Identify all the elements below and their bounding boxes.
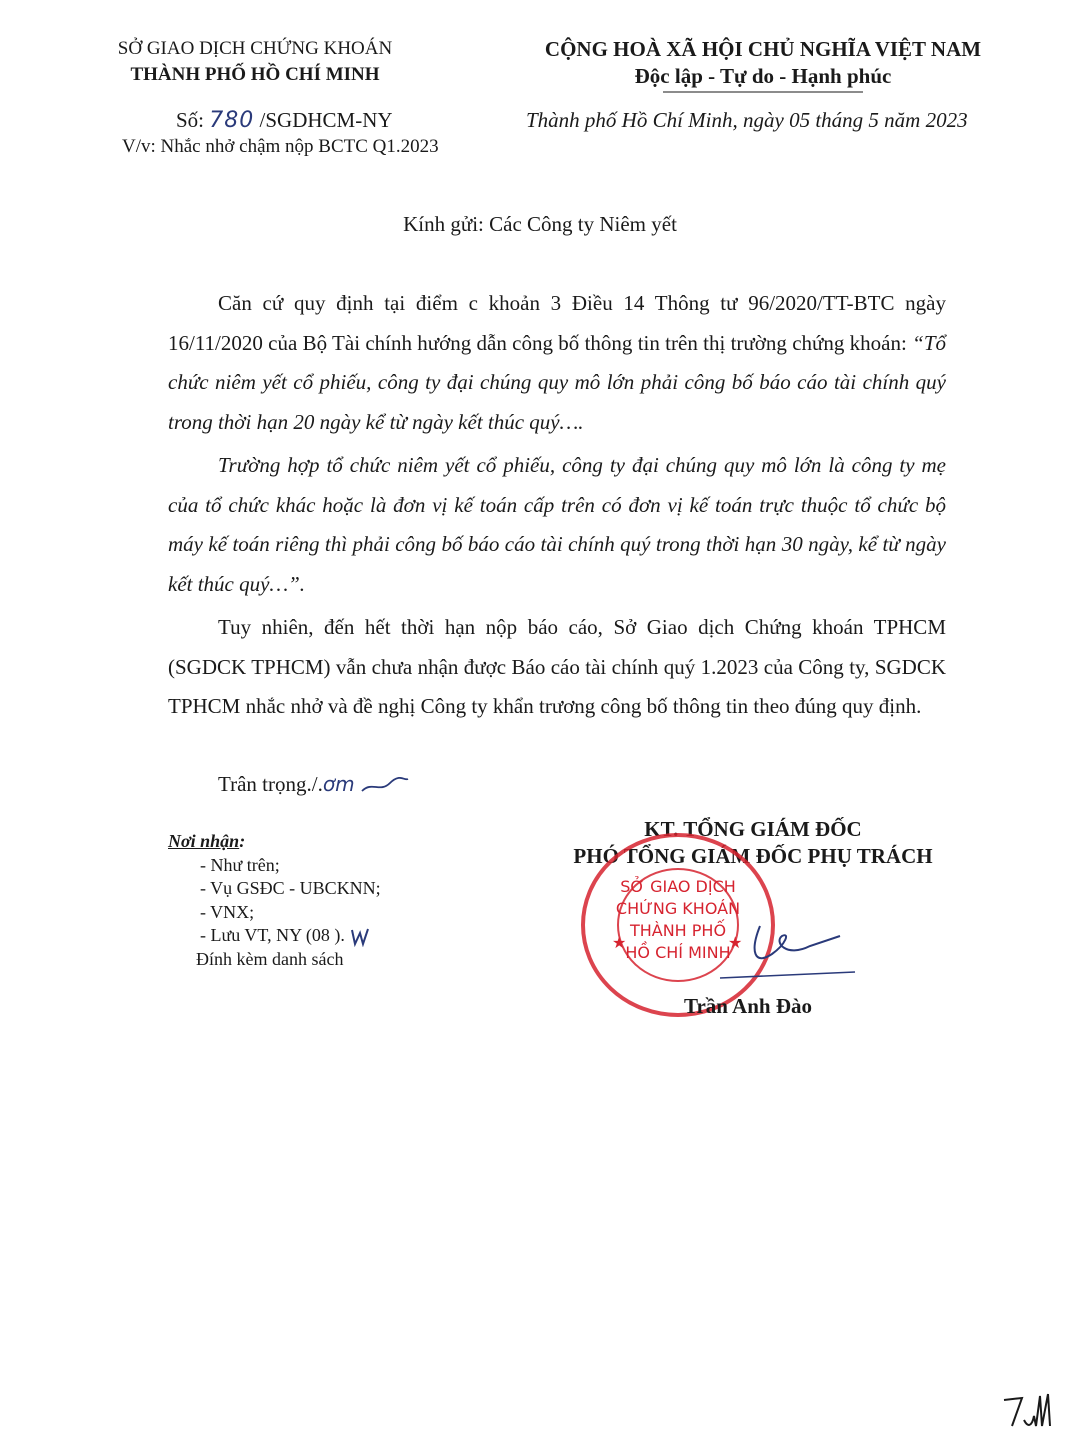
- recipient-item: - Vụ GSĐC - UBCKNN;: [200, 878, 381, 898]
- issuer-line-1: SỞ GIAO DỊCH CHỨNG KHOÁN: [117, 38, 393, 59]
- nation-title: CỘNG HOÀ XÃ HỘI CHỦ NGHĨA VIỆT NAM: [544, 37, 982, 61]
- document-subject: V/v: Nhắc nhở chậm nộp BCTC Q1.2023: [122, 136, 439, 157]
- recipient-item: [168, 924, 381, 948]
- archive-initial-mark: [349, 927, 371, 947]
- recipient-item: - Như trên;: [200, 854, 280, 875]
- handwritten-signature: [690, 896, 860, 986]
- body-paragraph-3: Tuy nhiên, đến hết thời hạn nộp báo cáo, Sở Giao dịch Chứng khoán TPHCM (SGDCK TPHCM) vẫn chưa nhận được Báo cáo tài chính quý 1.2023 của Công ty, SGDCK TPHCM nhắc nhở và đề nghị Công ty khẩn trương công bố thông tin theo đúng quy định.: [168, 615, 946, 718]
- doc-number-prefix: Số:: [176, 108, 205, 132]
- recipient-archive: - Lưu VT, NY (08 ).: [200, 925, 345, 945]
- salutation: Kính gửi: Các Công ty Niêm yết: [403, 212, 677, 236]
- seal-line-3: THÀNH PHỐ: [629, 921, 727, 940]
- p1-quote-text: “Tổ chức niêm yết cổ phiếu, công ty đại chúng quy mô lớn phải công bố báo cáo tài chính quý trong thời hạn 20 ngày kể từ ngày kết thúc quý….: [168, 330, 946, 434]
- p1-normal-text: Căn cứ quy định tại điểm c khoản 3 Điều 14 Thông tư 96/2020/TT-BTC ngày 16/11/2020 của Bộ Tài chính hướng dẫn công bố thông tin trên thị trường chứng khoán:: [168, 291, 946, 355]
- national-header: [528, 36, 998, 94]
- initials-stroke: [360, 777, 410, 795]
- doc-number-suffix: /SGDHCM-NY: [259, 108, 393, 132]
- corner-initial-mark: [1000, 1386, 1072, 1436]
- sign-title-2: PHÓ TỔNG GIÁM ĐỐC PHỤ TRÁCH: [573, 844, 933, 868]
- svg-text:★: ★: [612, 933, 627, 952]
- attachment-note: Đính kèm danh sách: [196, 948, 344, 969]
- document-number: [176, 108, 393, 133]
- recipient-item: - VNX;: [200, 901, 255, 922]
- regards-text: Trân trọng./.: [218, 772, 323, 796]
- letter-body: [168, 284, 946, 731]
- body-paragraph-1: [168, 284, 946, 442]
- signer-name: Trần Anh Đào: [684, 994, 812, 1018]
- nation-motto: Độc lập - Tự do - Hạnh phúc: [634, 64, 892, 88]
- regards-initials: ơm: [322, 772, 355, 796]
- issuer-line-2: THÀNH PHỐ HỒ CHÍ MINH: [130, 64, 380, 85]
- closing-regards: [218, 772, 410, 797]
- motto-underline: [663, 90, 863, 94]
- issuer-header: [75, 36, 435, 88]
- body-paragraph-2: Trường hợp tổ chức niêm yết cổ phiếu, công ty đại chúng quy mô lớn là công ty mẹ của tổ chức khác hoặc là đơn vị kế toán cấp trên có đơn vị kế toán trực thuộc tổ chức bộ máy kế toán riêng thì phải công bố báo cáo tài chính quý trong thời hạn 30 ngày, kể từ ngày kết thúc quý…”.: [168, 453, 946, 596]
- seal-line-4: HỒ CHÍ MINH: [625, 943, 731, 962]
- svg-text:★: ★: [728, 933, 743, 952]
- recipients-list: [168, 830, 381, 971]
- recipients-title: Nơi nhận:: [168, 831, 246, 851]
- doc-number-handwritten: 780: [209, 108, 255, 133]
- seal-line-2: CHỨNG KHOÁN: [615, 899, 741, 918]
- sign-title-1: KT. TỔNG GIÁM ĐỐC: [644, 817, 862, 841]
- date-line: Thành phố Hồ Chí Minh, ngày 05 tháng 5 năm 2023: [526, 108, 968, 132]
- seal-line-1: SỞ GIAO DỊCH: [620, 877, 736, 896]
